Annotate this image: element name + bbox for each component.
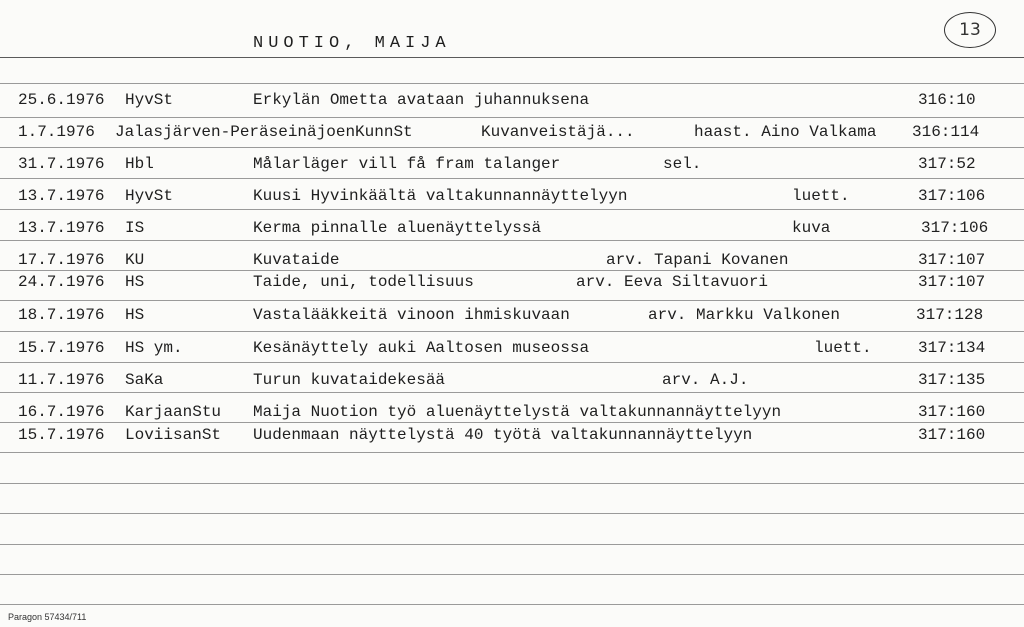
entry-note: arv. Markku Valkonen [648,306,841,324]
card-number-circle: 13 [944,12,996,48]
entry-ref: 317:106 [918,187,986,205]
entry-source: HyvSt [125,91,174,109]
entry-date: 13.7.1976 [18,219,105,237]
entry-ref: 317:106 [921,219,989,237]
ruled-line [0,147,1024,148]
entry-ref: 317:128 [916,306,984,324]
ruled-line [0,513,1024,514]
entry-date: 1.7.1976 [18,123,95,141]
list-item [0,401,1024,423]
ruled-line [0,452,1024,453]
list-item [0,217,1024,239]
ruled-line [0,300,1024,301]
entry-source: KU [125,251,145,269]
ruled-line [0,117,1024,118]
list-item [0,369,1024,391]
entry-ref: 317:160 [918,403,986,421]
entry-title: Maija Nuotion työ aluenäyttelystä valtakunnannäyttelyyn [253,403,782,421]
entry-note: haast. Aino Valkama [694,123,877,141]
list-item [0,424,1024,446]
entry-date: 11.7.1976 [18,371,105,389]
ruled-line [0,362,1024,363]
entry-source: HS [125,273,145,291]
ruled-line [0,483,1024,484]
entry-date: 13.7.1976 [18,187,105,205]
entry-title: Målarläger vill få fram talanger [253,155,561,173]
entry-source: HS ym. [125,339,183,357]
entry-title: Kesänäyttely auki Aaltosen museossa [253,339,590,357]
list-item [0,271,1024,293]
entry-note: luett. [814,339,872,357]
ruled-line [0,331,1024,332]
entry-ref: 317:52 [918,155,976,173]
ruled-line [0,604,1024,605]
entry-date: 31.7.1976 [18,155,105,173]
entry-source: HS [125,306,145,324]
entry-date: 25.6.1976 [18,91,105,109]
entry-date: 15.7.1976 [18,339,105,357]
entry-ref: 316:114 [912,123,980,141]
card-heading-name: NUOTIO, MAIJA [253,34,451,53]
entry-title: Erkylän Ometta avataan juhannuksena [253,91,590,109]
list-item [0,337,1024,359]
entry-note: arv. Tapani Kovanen [606,251,789,269]
entry-note: sel. [663,155,702,173]
entry-ref: 317:107 [918,251,986,269]
entry-ref: 317:134 [918,339,986,357]
list-item [0,121,1024,143]
ruled-line [0,574,1024,575]
entry-date: 18.7.1976 [18,306,105,324]
list-item [0,89,1024,111]
entry-ref: 317:160 [918,426,986,444]
entry-title: Kuusi Hyvinkäältä valtakunnannäyttelyyn [253,187,628,205]
entry-note: arv. A.J. [662,371,749,389]
ruled-line [0,544,1024,545]
entry-ref: 316:10 [918,91,976,109]
header-rule [0,57,1024,58]
entry-ref: 317:107 [918,273,986,291]
entry-date: 16.7.1976 [18,403,105,421]
list-item [0,153,1024,175]
entry-source: LoviisanSt [125,426,222,444]
entry-note: kuva [792,219,831,237]
ruled-line [0,178,1024,179]
entry-date: 24.7.1976 [18,273,105,291]
printer-imprint: Paragon 57434/711 [8,612,87,622]
entry-title: Kuvanveistäjä... [481,123,635,141]
list-item [0,304,1024,326]
entry-title: Turun kuvataidekesää [253,371,446,389]
entry-title: Taide, uni, todellisuus [253,273,474,291]
entry-note: luett. [792,187,850,205]
entry-date: 15.7.1976 [18,426,105,444]
entry-title: Vastalääkkeitä vinoon ihmiskuvaan [253,306,570,324]
entry-source: Jalasjärven-PeräseinäjoenKunnSt [115,123,413,141]
list-item [0,249,1024,271]
entry-title: Uudenmaan näyttelystä 40 työtä valtakunnannäyttelyyn [253,426,753,444]
entry-note: arv. Eeva Siltavuori [576,273,769,291]
entry-source: SaKa [125,371,164,389]
entry-source: KarjaanStu [125,403,222,421]
ruled-line [0,240,1024,241]
ruled-line [0,83,1024,84]
ruled-line [0,209,1024,210]
entry-source: HyvSt [125,187,174,205]
entry-source: IS [125,219,145,237]
entry-source: Hbl [125,155,154,173]
list-item [0,185,1024,207]
entry-ref: 317:135 [918,371,986,389]
entry-date: 17.7.1976 [18,251,105,269]
ruled-line [0,392,1024,393]
entry-title: Kuvataide [253,251,340,269]
entry-title: Kerma pinnalle aluenäyttelyssä [253,219,542,237]
